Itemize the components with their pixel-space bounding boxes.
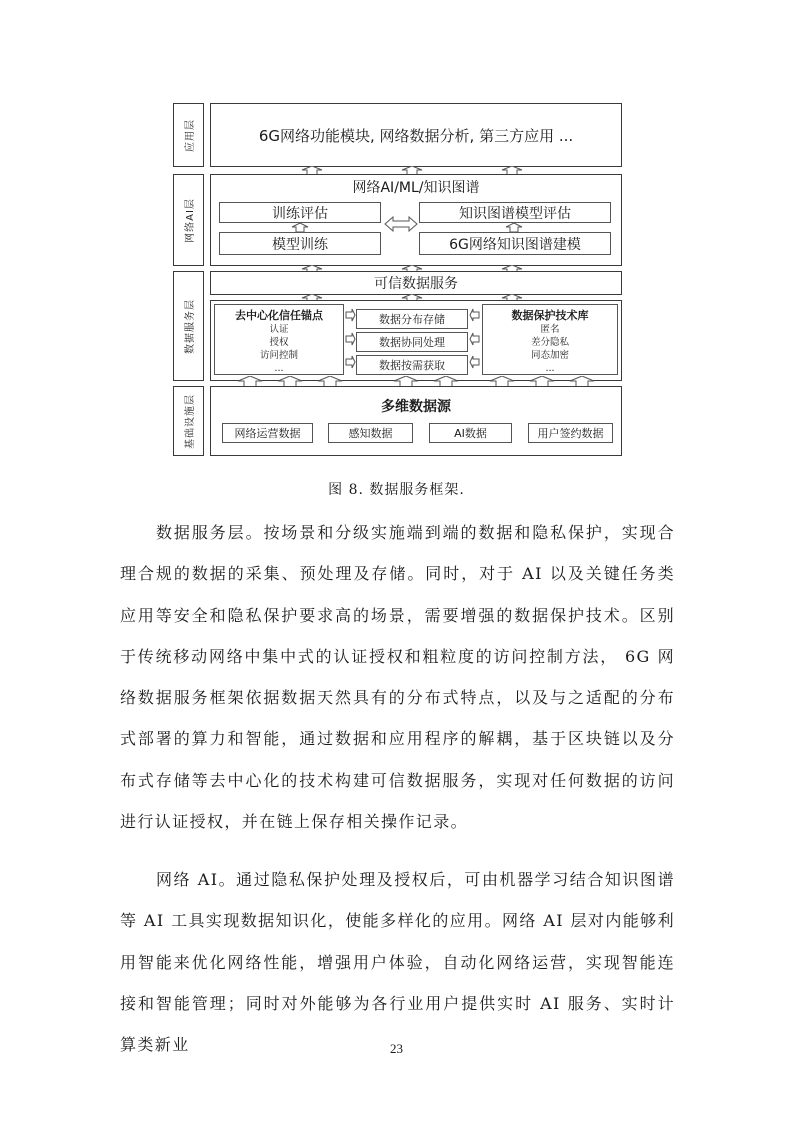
training-eval-box: 训练评估: [219, 202, 381, 223]
trust-item: 认证: [269, 324, 289, 335]
trust-item: 授权: [269, 337, 289, 348]
protection-item: 匿名: [540, 324, 560, 335]
trust-item: ...: [274, 363, 284, 374]
protection-item: 同态加密: [530, 350, 569, 361]
figure-caption: 图 8. 数据服务框架.: [328, 482, 465, 498]
paragraph-data-service: 数据服务层。按场景和分级实施端到端的数据和隐私保护，实现合理合规的数据的采集、预处理及存储。同时，对于 AI 以及关键任务类应用等安全和隐私保护要求高的场景，需要增强的数据保护技术。区别于传统移动网络中集中式的认证授权和粗粒度的访问控制方法， 6G 网络数据服务框架依据数据天然具有的分布式特点，以及与之适配的分布式部署的算力和智能，通过数据和应用程序的解耦，基于区块链以及分布式存储等去中心化的技术构建可信数据服务，实现对任何数据的访问进行认证授权，并在链上保存相关操作记录。: [120, 523, 675, 832]
source-ai: AI数据: [429, 423, 512, 443]
layer-label-app: 应用层: [173, 103, 204, 167]
layer-label-data-service: 数据服务层: [173, 271, 204, 381]
protection-item: ...: [545, 363, 555, 374]
layer-label-infra: 基础设施层: [173, 386, 204, 456]
side-arrows-right: [469, 306, 481, 378]
paragraph-network-ai: 网络 AI。通过隐私保护处理及授权后，可由机器学习结合知识图谱等 AI 工具实现数据知识化，使能多样化的应用。网络 AI 层对内能够利用智能来优化网络性能，增强用户体验，自动化网络运营，实现智能连接和智能管理；同时对外能够为各行业用户提供实时 AI 服务、实时计算类新业: [120, 870, 675, 1055]
trust-item: 访问控制: [259, 350, 298, 361]
source-user-subscription: 用户签约数据: [528, 423, 613, 443]
page-number: 23: [390, 1041, 403, 1056]
data-distributed-storage: 数据分布存储: [356, 309, 468, 329]
kg-build-box: 6G网络知识图谱建模: [419, 232, 611, 255]
data-collaborative-processing: 数据协同处理: [356, 332, 468, 352]
model-training-box: 模型训练: [219, 232, 381, 255]
layer-label-ai: 网络AI层: [173, 174, 204, 266]
source-network-ops: 网络运营数据: [222, 423, 313, 443]
ai-layer-title: 网络AI/ML/知识图谱: [352, 180, 480, 196]
decentralized-trust-title: 去中心化信任锚点: [235, 309, 323, 322]
decentralized-trust-items: [214, 323, 344, 375]
arrows-inner-ai: [210, 223, 622, 233]
side-arrows-left: [344, 306, 356, 378]
data-protection-title: 数据保护技术库: [511, 309, 589, 322]
protection-item: 差分隐私: [530, 337, 569, 348]
source-sensing: 感知数据: [328, 423, 413, 443]
app-layer-box: 6G网络功能模块, 网络数据分析, 第三方应用 ...: [210, 103, 622, 167]
data-on-demand-access: 数据按需获取: [356, 355, 468, 375]
trusted-service-box: 可信数据服务: [210, 271, 622, 295]
data-protection-items: [482, 323, 618, 375]
kg-eval-box: 知识图谱模型评估: [419, 202, 611, 223]
sources-title: 多维数据源: [381, 399, 451, 415]
